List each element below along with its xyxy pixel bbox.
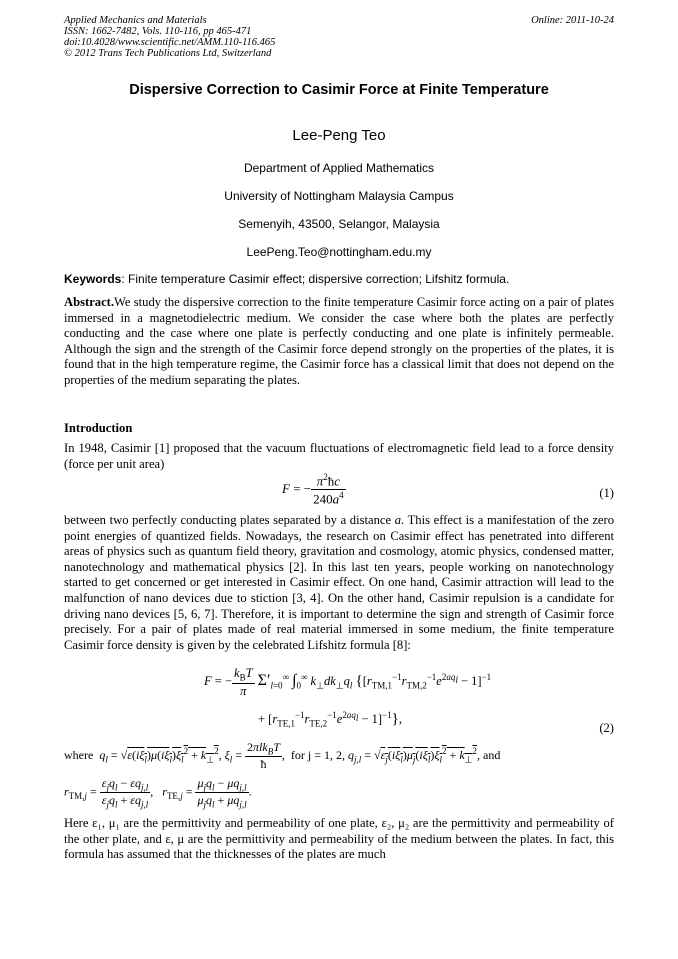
p2-var-a: a (394, 513, 402, 527)
equation-2-definitions: where $q_l = √\varepsilon(i\xi_l)\mu(i\xi_l)\xi_l^2 + k_\perp^2$, $\xi_l$ = $\frac{2\pi lk_BT}{ħ}$ , for j = 1, 2, $q_{j,l} = √\varepsilon_j(i\xi_l)\mu_j(i\xi_l)\xi_l^2 + k_\perp^2$, and (64, 740, 501, 772)
equation-2-line-2: + $[r_{TE,1}^{-1}r_{TE,2}^{-1}e^{2aq_l} - 1]^{-1}$}, (258, 710, 402, 729)
abstract-text: We study the dispersive correction to the finite temperature Casimir force acting on a pair of plates immersed in a magnetodielectric medium. We consider the case where both the plates are perfectly conducting and the case where one plate is perfectly conducting and one plate is infinitely permeable. Although the sign and the strength of the Casimir force depend strongly on the properties of the plates, it is found that in the high temperature regime, the Casimir force has a classical limit that does not depend on the properties of the medium separating the plates. (64, 295, 614, 387)
intro-paragraph-1: In 1948, Casimir [1] proposed that the vacuum fluctuations of electromagnetic field lead to a force density (force per unit area) (64, 441, 614, 471)
keywords-text: : Finite temperature Casimir effect; dispersive correction; Lifshitz formula. (121, 272, 510, 286)
affiliation-univ: University of Nottingham Malaysia Campus (224, 189, 454, 203)
equation-2-reflection-coeffs: $r_{TM,j}$ = $\frac{\varepsilon_jq_l - \varepsilon q_{j,l}}{\varepsilon_jq_l + \varepsilon q_{j,l}}$ , $r_{TE,j}$ = $\frac{\mu_jq_l - \mu q_{j,l}}{\mu_jq_l + \mu q_{j,l}}$ . (64, 776, 252, 810)
author-name: Lee-Peng Teo (292, 127, 386, 144)
p2-text-c: . This effect is a manifestation of the zero point energies of quantized fields. Nowadays, the research on Casimir effect has penetrated into different areas of physics such as quantum field theory, gravitation and cosmology, atomic physics, condensed matter, nanotechnology and mathematical physics [2]. In this last ten years, people working on nanotechnology started to get concerned or get interested in Casimir effect. On one hand, Casimir attraction will lead to the malfunction of nano devices due to stiction [3, 4]. On the other hand, Casimir repulsion is a candidate for driving nano devices [5, 6, 7]. Therefore, it is important to determine the sign and strength of Casimir force precisely. For a pair of plates made of real material immersed in some medium, the finite temperature Casimir force density is given by the celebrated Lifshitz formula [8]: (64, 513, 614, 652)
journal-name: Applied Mechanics and Materials (64, 15, 207, 26)
author-email[interactable]: LeePeng.Teo@nottingham.edu.my (246, 245, 432, 259)
abstract (64, 295, 614, 389)
equation-1-number: (1) (599, 486, 614, 500)
where-word: where (64, 747, 94, 762)
affiliation-address: Semenyih, 43500, Selangor, Malaysia (238, 217, 440, 231)
journal-header (64, 15, 275, 59)
intro-paragraph-3: Here ε₁, μ₁ are the permittivity and permeability of one plate, ε₂, μ₂ are the permittivity and permeability of the other plate, and ε, μ are the permittivity and permeability of the medium between the plates. In fact, this formula has assumed that the thicknesses of the plates are much (64, 816, 614, 862)
equation-2-line-1: F = − $\frac{k_BT}{\pi}$ $\Sigma'_{l=0}^\infty$ $\int_0^\infty$ $k_\perp dk_\perp q_l$ {$[r_{TM,1}^{-1}r_{TM,2}^{-1}e^{2aq_l} - 1]^{-1}$ (204, 666, 492, 698)
equation-1: F = − $\frac{\pi^2ħc}{240a^4}$ (282, 472, 344, 507)
equation-2-number: (2) (599, 721, 614, 735)
intro-paragraph-2 (64, 513, 614, 653)
online-date: Online: 2011-10-24 (531, 15, 614, 26)
section-heading-introduction: Introduction (64, 421, 133, 435)
keywords (64, 272, 624, 286)
keywords-label: Keywords (64, 272, 122, 286)
affiliation-dept: Department of Applied Mathematics (243, 161, 435, 175)
and-word: , and (477, 747, 501, 762)
journal-issn: ISSN: 1662-7482, Vols. 110-116, pp 465-471 (64, 26, 252, 37)
paper-title: Dispersive Correction to Casimir Force at Finite Temperature (129, 82, 549, 98)
abstract-label: Abstract. (64, 295, 115, 309)
forj-text: for j = 1, 2, (290, 747, 345, 762)
journal-copyright: © 2012 Trans Tech Publications Ltd, Switzerland (64, 48, 272, 59)
journal-doi: doi:10.4028/www.scientific.net/AMM.110-116.465 (64, 37, 276, 48)
p2-text-a: between two perfectly conducting plates separated by a distance (64, 513, 395, 527)
